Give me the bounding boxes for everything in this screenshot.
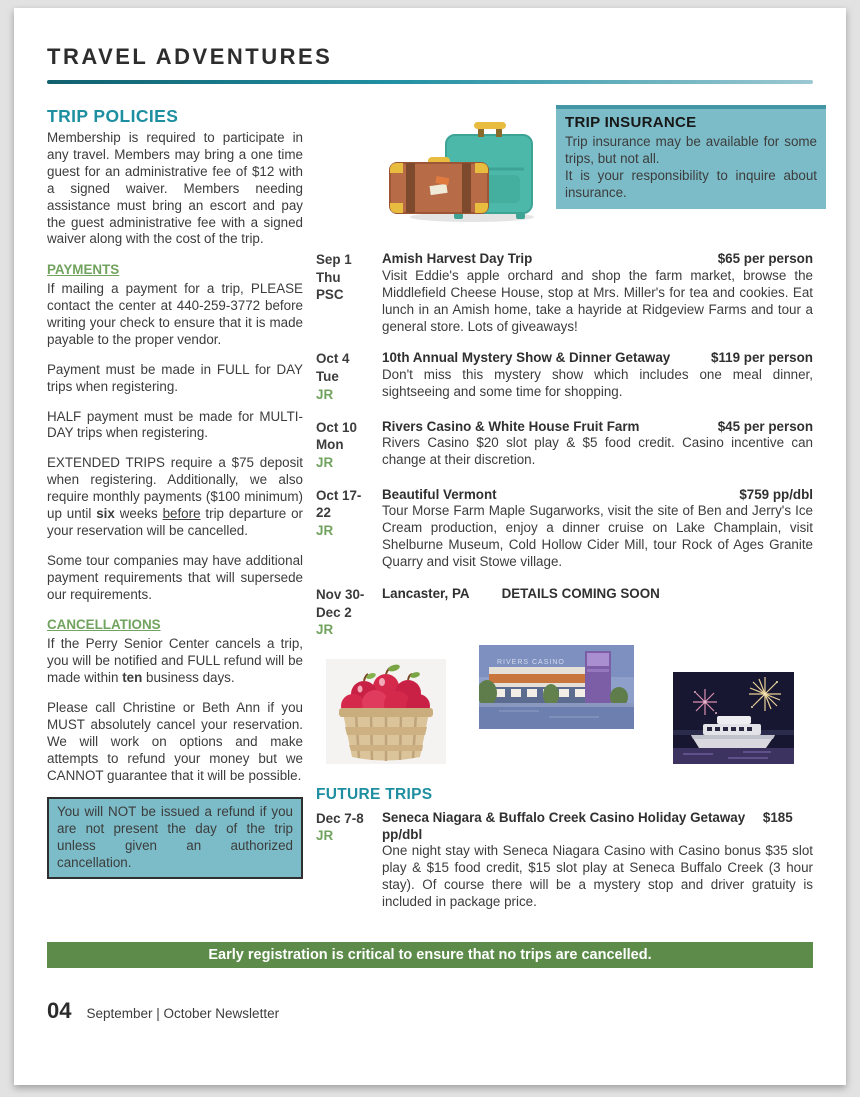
refund-notice-box: You will NOT be issued a refund if you are not present the day of the trip unless given an authorized cancellation. bbox=[47, 797, 303, 879]
trip-head bbox=[382, 251, 813, 268]
trip-row bbox=[316, 487, 813, 571]
trip-title: 10th Annual Mystery Show & Dinner Getaway bbox=[382, 350, 671, 366]
trip-row bbox=[316, 251, 813, 335]
cancellations-heading: CANCELLATIONS bbox=[47, 617, 161, 633]
page-number: 04 bbox=[47, 997, 72, 1023]
apple-basket-image bbox=[326, 659, 446, 764]
trip-description: Visit Eddie's apple orchard and shop the farm market, browse the Middlefield Cheese House, stop at Mrs. Miller's for tea and cookies. Eat lunch in an Amish home, take a hayride at Ridgeview Farms and tour a general store. Lots of giveaways! bbox=[382, 267, 813, 334]
trip-title: Rivers Casino & White House Fruit Farm bbox=[382, 418, 640, 434]
trip-note: DETAILS COMING SOON bbox=[501, 586, 660, 602]
policies-intro-paragraph: Membership is required to participate in any travel. Members may bring a one time guest for an administrative fee of $12 with a signed waiver. Members needing assistance must bring an escort and pay the guest administrative fee with a signed waiver along with the cost of the trip. bbox=[47, 130, 303, 247]
trip-date-column bbox=[316, 487, 382, 571]
trip-date: Sep 1 bbox=[316, 252, 352, 267]
top-row bbox=[316, 105, 817, 227]
supersede-paragraph: Some tour companies may have additional payment requirements that will supersede our requirements. bbox=[47, 552, 303, 602]
casino-sign-text: RIVERS CASINO bbox=[497, 659, 565, 667]
trip-description: Don't miss this mystery show which includes one meal dinner, sightseeing and some time for shopping. bbox=[382, 367, 813, 400]
trip-body bbox=[382, 586, 813, 639]
trip-price: $185 pp/dbl bbox=[382, 809, 793, 842]
trips-column bbox=[316, 105, 817, 926]
photos-row bbox=[316, 645, 813, 769]
extended-trips-paragraph bbox=[47, 455, 303, 539]
content-columns bbox=[47, 105, 817, 926]
trip-body bbox=[382, 251, 813, 335]
trip-head bbox=[382, 810, 813, 844]
extended-trips-bold-word: six bbox=[96, 505, 115, 521]
trip-code: JR bbox=[316, 386, 334, 402]
trip-code: JR bbox=[316, 454, 334, 470]
trip-body bbox=[382, 487, 813, 571]
trip-date-column bbox=[316, 419, 382, 472]
trip-row bbox=[316, 810, 813, 911]
trip-row bbox=[316, 350, 813, 403]
trip-body bbox=[382, 810, 813, 911]
trip-date-column bbox=[316, 586, 382, 639]
trip-code: JR bbox=[316, 828, 334, 844]
trip-description: Tour Morse Farm Maple Sugarworks, visit the site of Ben and Jerry's Ice Cream production, enjoy a dinner cruise on Lake Champlain, visit Shelburne Museum, Cold Hollow Cider Mill, tour Rock of Ages Granite Quarry and visit Stowe village. bbox=[382, 503, 813, 570]
trip-code: JR bbox=[316, 622, 334, 638]
trip-body bbox=[382, 350, 813, 403]
cancellations-paragraph-2: Please call Christine or Beth Ann if you MUST absolutely cancel your reservation. We will work on options and make attempts to refund your money but we CANNOT guarantee that it will be possible. bbox=[47, 699, 303, 783]
trip-day: 22 bbox=[316, 505, 331, 521]
trip-head bbox=[382, 487, 813, 504]
trip-title: Beautiful Vermont bbox=[382, 486, 497, 502]
trip-row bbox=[316, 586, 813, 639]
extended-trips-text-3: trip departure or your reservation will be cancelled. bbox=[47, 505, 303, 538]
extended-trips-text-2: weeks bbox=[114, 505, 163, 521]
trip-day: Tue bbox=[316, 369, 339, 385]
trip-date: Oct 10 bbox=[316, 419, 357, 435]
trip-date-column bbox=[316, 810, 382, 911]
extended-trips-underlined-word: before bbox=[162, 505, 201, 521]
payments-heading: PAYMENTS bbox=[47, 262, 120, 278]
trip-head bbox=[382, 350, 813, 367]
registration-banner: Early registration is critical to ensure that no trips are cancelled. bbox=[47, 942, 813, 968]
payments-paragraph-2: Payment must be made in FULL for DAY trips when registering. bbox=[47, 361, 303, 394]
basket-icon bbox=[339, 708, 433, 761]
trip-insurance-heading: TRIP INSURANCE bbox=[565, 114, 697, 131]
future-trips-heading: FUTURE TRIPS bbox=[316, 786, 433, 804]
trip-head bbox=[382, 419, 813, 436]
payments-paragraph-1: If mailing a payment for a trip, PLEASE contact the center at 440-259-3772 before writing your check to ensure that it is made payable to the proper vendor. bbox=[47, 281, 303, 347]
trip-code: PSC bbox=[316, 287, 344, 303]
trip-insurance-line-2: It is your responsibility to inquire about insurance. bbox=[565, 167, 817, 200]
trip-body bbox=[382, 419, 813, 472]
trip-insurance-box bbox=[556, 105, 826, 209]
trip-price: $759 pp/dbl bbox=[739, 486, 813, 502]
trip-policies-heading: TRIP POLICIES bbox=[47, 106, 179, 126]
newsletter-label: September | October Newsletter bbox=[86, 1005, 280, 1021]
extended-trips-text: EXTENDED TRIPS require a $75 deposit when registering. Additionally, we also require monthly payments ($100 minimum) up until bbox=[47, 455, 303, 521]
trip-date: Dec 7-8 bbox=[316, 810, 364, 826]
cancellations-paragraph-1 bbox=[47, 636, 303, 687]
trip-title: Seneca Niagara & Buffalo Creek Casino Holiday Getaway bbox=[382, 809, 746, 825]
trip-description: Rivers Casino $20 slot play & $5 food credit. Casino incentive can change at their discretion. bbox=[382, 435, 813, 468]
trip-price: $65 per person bbox=[717, 251, 813, 266]
cancellations-text-2: business days. bbox=[142, 670, 235, 686]
page-footer bbox=[47, 998, 813, 1024]
trip-head bbox=[382, 586, 813, 603]
trip-day: Dec 2 bbox=[316, 604, 352, 620]
trip-date: Nov 30- bbox=[316, 587, 365, 603]
cancellations-text: If the Perry Senior Center cancels a trip, you will be notified and FULL refund will be made within bbox=[47, 636, 303, 686]
trip-day: Thu bbox=[316, 269, 341, 285]
trip-policies-section bbox=[47, 105, 303, 926]
title-rule bbox=[47, 80, 813, 84]
page-title: TRAVEL ADVENTURES bbox=[47, 44, 333, 69]
trip-date: Oct 17- bbox=[316, 487, 362, 503]
trip-date: Oct 4 bbox=[316, 351, 350, 367]
trip-title: Lancaster, PA bbox=[382, 586, 470, 602]
trip-price: $119 per person bbox=[711, 350, 813, 366]
trip-title: Amish Harvest Day Trip bbox=[382, 251, 533, 266]
trip-code: JR bbox=[316, 522, 334, 538]
cancellations-bold-word: ten bbox=[122, 670, 143, 686]
trip-description: One night stay with Seneca Niagara Casino with Casino bonus $35 slot play & $15 food credit, $15 slot play at Seneca Buffalo Creek (3 hour stay). Of course there will be a mystery stop and driver gratuity is included in package price. bbox=[382, 843, 813, 910]
trip-insurance-line-1: Trip insurance may be available for some trips, but not all. bbox=[565, 133, 817, 166]
fireworks-cruise-image bbox=[673, 672, 794, 764]
luggage-illustration-icon bbox=[384, 105, 556, 227]
payments-paragraph-3: HALF payment must be made for MULTI-DAY trips when registering. bbox=[47, 408, 303, 441]
page-sheet bbox=[14, 8, 846, 1085]
trip-price: $45 per person bbox=[717, 418, 813, 434]
trip-date-column bbox=[316, 350, 382, 403]
trip-row bbox=[316, 419, 813, 472]
trip-date-column bbox=[316, 251, 382, 335]
rivers-casino-image bbox=[479, 645, 634, 729]
trip-day: Mon bbox=[316, 437, 344, 453]
